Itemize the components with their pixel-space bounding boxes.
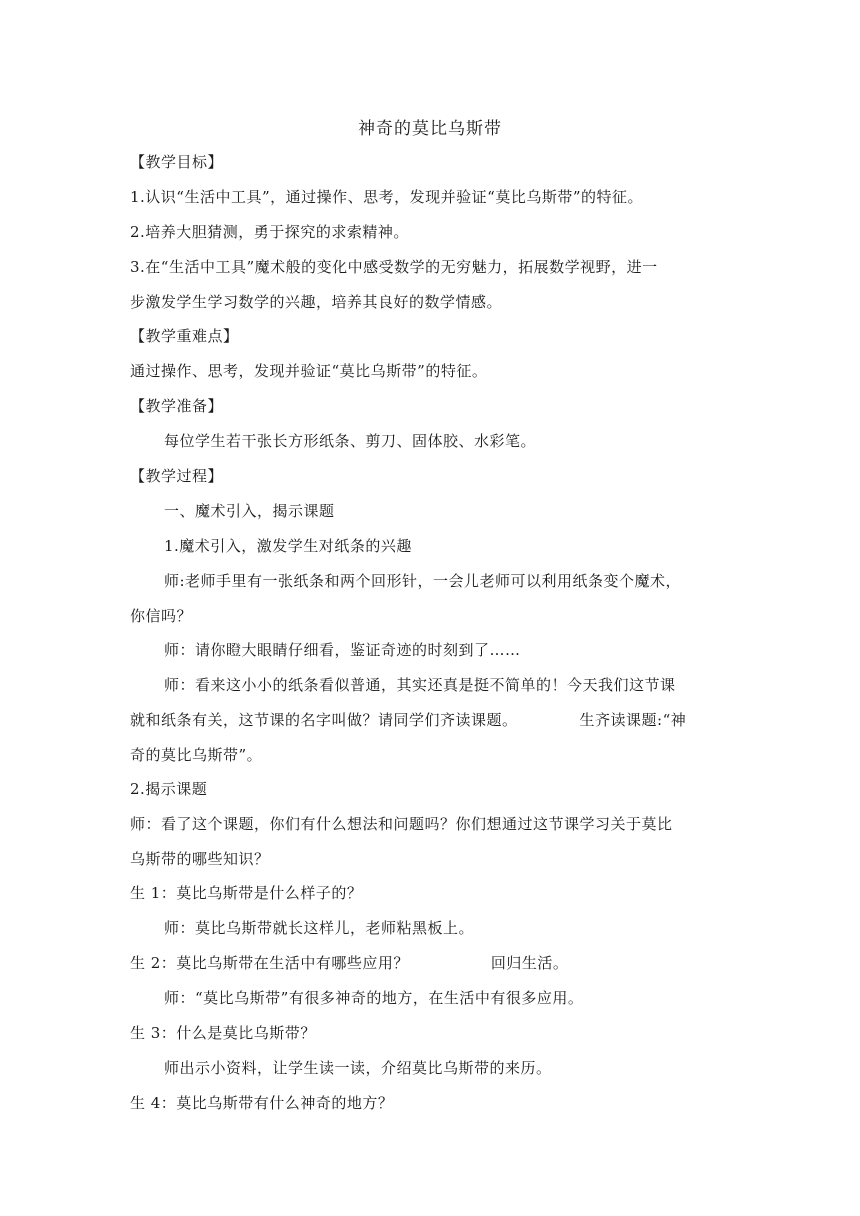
student-question-1: 生 1：莫比乌斯带是什么样子的？ xyxy=(130,884,363,902)
student-question-2-text: 生 2：莫比乌斯带在生活中有哪些应用？ xyxy=(130,954,409,972)
heading-goals: 【教学目标】 xyxy=(130,153,224,171)
document-title: 神奇的莫比乌斯带 xyxy=(358,119,502,139)
goal-3-line-2: 步激发学生学习数学的兴趣，培养其良好的数学情感。 xyxy=(130,293,503,311)
teacher-line-1-b: 你信吗？ xyxy=(130,607,193,625)
teacher-answer-1: 师：莫比乌斯带就长这样儿，老师粘黑板上。 xyxy=(164,919,475,937)
heading-key-points: 【教学重难点】 xyxy=(130,327,239,345)
goal-2: 2.培养大胆猜测，勇于探究的求索精神。 xyxy=(130,223,409,241)
teacher-answer-3: 师出示小资料，让学生读一读，介绍莫比乌斯带的来历。 xyxy=(164,1059,552,1077)
teacher-line-2: 师：请你瞪大眼睛仔细看，鉴证奇迹的时刻到了…… xyxy=(164,641,521,659)
teacher-line-3-a: 师：看来这小小的纸条看似普通，其实还真是挺不简单的！今天我们这节课 xyxy=(164,676,676,694)
teacher-line-1-a: 师:老师手里有一张纸条和两个回形针，一会儿老师可以利用纸条变个魔术， xyxy=(164,572,682,590)
student-read-title: 生齐读课题:“神 xyxy=(579,711,687,729)
section-1-1-heading: 1.魔术引入，激发学生对纸条的兴趣 xyxy=(164,537,412,555)
student-question-2 xyxy=(130,953,730,973)
teacher-line-3-b xyxy=(130,710,730,730)
section-2-heading: 2.揭示课题 xyxy=(130,780,208,798)
document-body xyxy=(130,152,730,1128)
heading-process: 【教学过程】 xyxy=(130,467,224,485)
preparation-1: 每位学生若干张长方形纸条、剪刀、固体胶、水彩笔。 xyxy=(164,432,537,450)
goal-3 xyxy=(130,257,730,312)
key-point-1: 通过操作、思考，发现并验证“莫比乌斯带”的特征。 xyxy=(130,362,488,380)
heading-preparation: 【教学准备】 xyxy=(130,397,224,415)
section-1-heading: 一、魔术引入，揭示课题 xyxy=(164,502,335,520)
goal-1: 1.认识“生活中工具”，通过操作、思考，发现并验证“莫比乌斯带”的特征。 xyxy=(130,188,643,206)
student-question-4: 生 4：莫比乌斯带有什么神奇的地方？ xyxy=(130,1094,394,1112)
teacher-line-4 xyxy=(130,814,730,869)
student-question-3: 生 3：什么是莫比乌斯带？ xyxy=(130,1024,316,1042)
teacher-line-3 xyxy=(130,675,730,765)
goal-3-line-1: 3.在“生活中工具”魔术般的变化中感受数学的无穷魅力，拓展数学视野，进一 xyxy=(130,258,658,276)
teacher-line-4-a: 师：看了这个课题，你们有什么想法和问题吗？你们想通过这节课学习关于莫比 xyxy=(130,815,673,833)
teacher-answer-2: 师：“莫比乌斯带”有很多神奇的地方，在生活中有很多应用。 xyxy=(164,989,584,1007)
teacher-line-1 xyxy=(130,571,730,626)
student-question-2-note: 回归生活。 xyxy=(490,954,569,972)
teacher-line-3-b-text: 就和纸条有关，这节课的名字叫做？请同学们齐读课题。 xyxy=(130,711,518,729)
teacher-line-4-b: 乌斯带的哪些知识？ xyxy=(130,850,270,868)
teacher-line-3-c: 奇的莫比乌斯带”。 xyxy=(130,746,263,764)
